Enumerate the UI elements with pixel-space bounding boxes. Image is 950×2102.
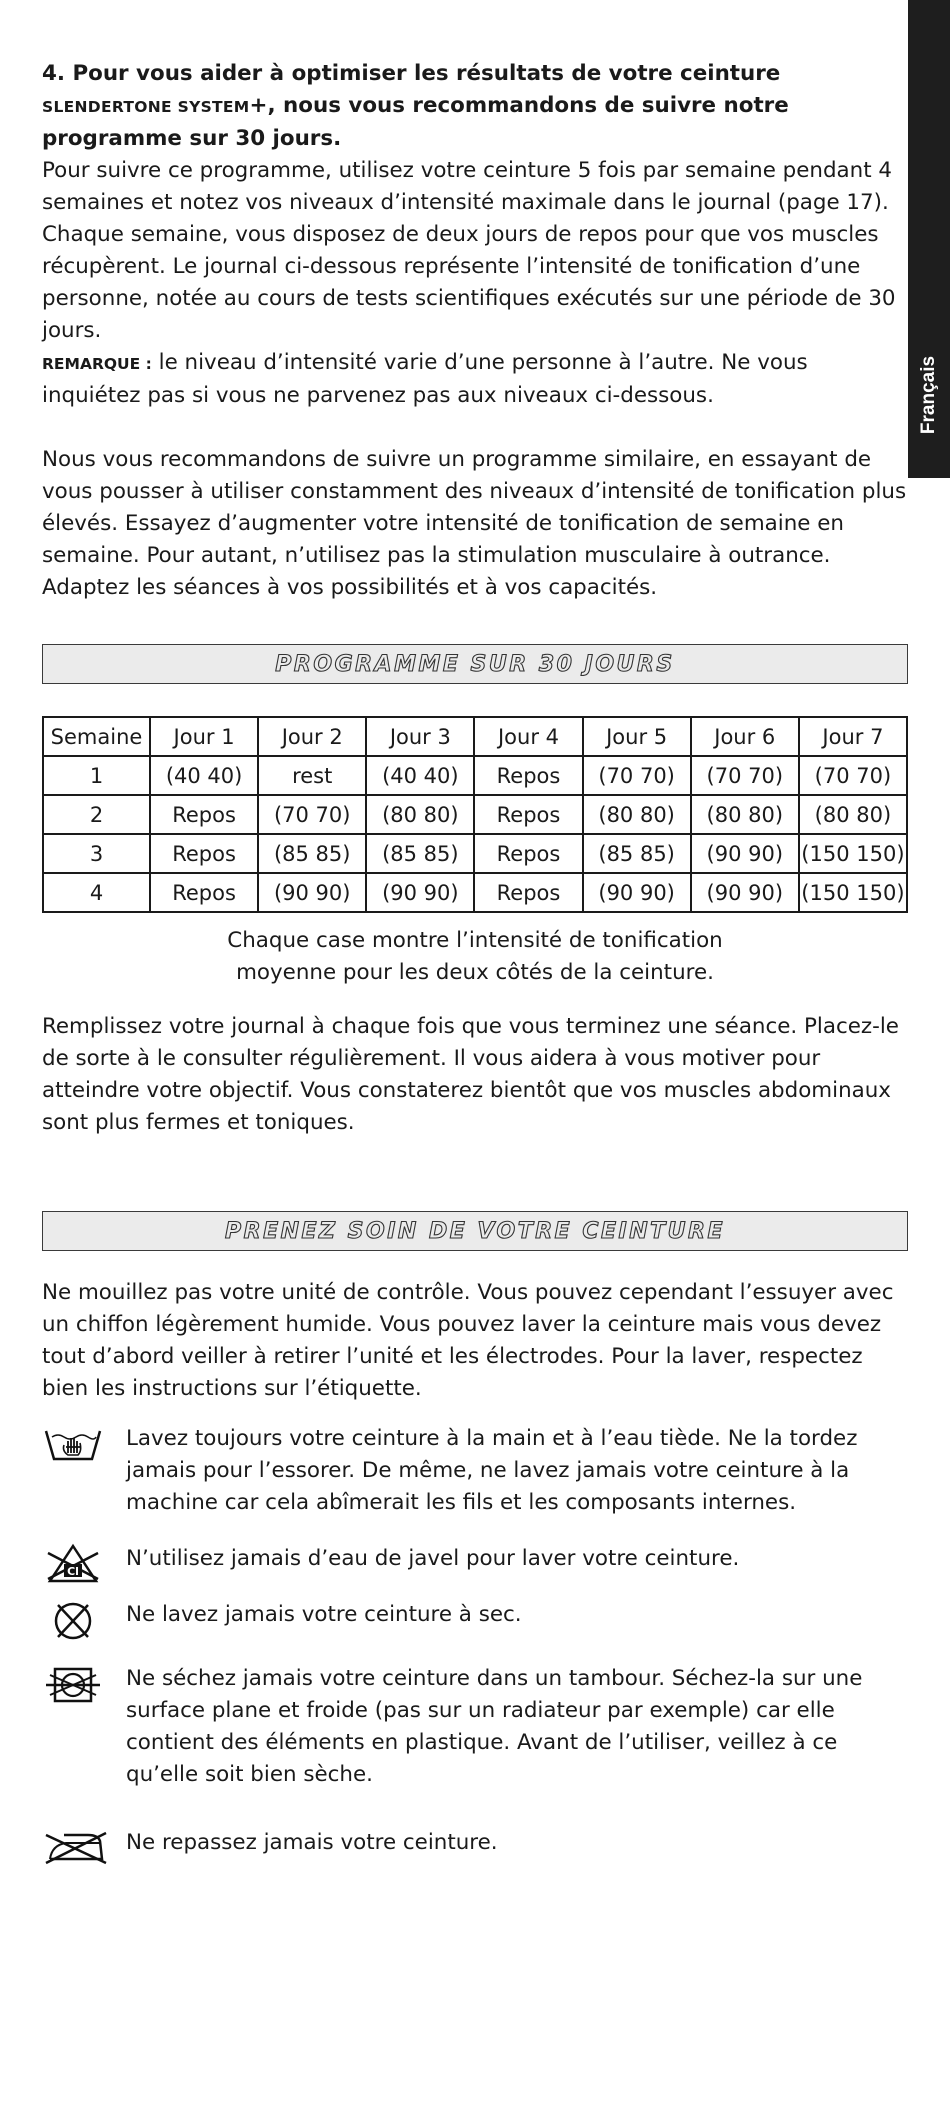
table-cell: 4: [43, 873, 150, 912]
care-text: Ne lavez jamais votre ceinture à sec.: [126, 1602, 522, 1627]
table-cell: Repos: [150, 795, 258, 834]
table-caption-line-1: Chaque case montre l’intensité de tonification: [227, 928, 723, 953]
table-cell: rest: [258, 756, 366, 795]
table-cell: 2: [43, 795, 150, 834]
table-cell: (85 85): [258, 834, 366, 873]
table-cell: Repos: [474, 795, 582, 834]
table-header-cell: Jour 1: [150, 717, 258, 756]
care-text: Ne repassez jamais votre ceinture.: [126, 1830, 498, 1855]
care-title: PRENEZ SOIN DE VOTRE CEINTURE: [225, 1218, 725, 1244]
table-header-cell: Jour 5: [583, 717, 691, 756]
table-row: [43, 795, 907, 834]
table-cell: (80 80): [583, 795, 691, 834]
table-header-cell: Jour 4: [474, 717, 582, 756]
table-cell: (90 90): [366, 873, 474, 912]
table-cell: Repos: [474, 873, 582, 912]
program-section-header: [42, 644, 908, 684]
table-cell: Repos: [150, 834, 258, 873]
table-cell: (150 150): [799, 873, 907, 912]
table-cell: Repos: [150, 873, 258, 912]
table-header-cell: Jour 6: [691, 717, 799, 756]
care-text: Lavez toujours votre ceinture à la main et à l’eau tiède. Ne la tordez jamais pour l’essorer. De même, ne lavez jamais votre ceinture à la machine car cela abîmerait les fils et les composants internes.: [126, 1426, 858, 1515]
care-section-header: [42, 1211, 908, 1251]
manual-page: [42, 58, 908, 1867]
table-cell: (80 80): [799, 795, 907, 834]
care-intro-paragraph: Ne mouillez pas votre unité de contrôle. Vous pouvez cependant l’essuyer avec un chiffon légèrement humide. Vous pouvez laver la ceinture mais vous devez tout d’abord veiller à retirer l’unité et les électrodes. Pour la laver, respectez bien les instructions sur l’étiquette.: [42, 1280, 894, 1401]
intro-heading-text-2: +, nous vous recommandons de suivre notre programme sur 30 jours.: [42, 93, 789, 151]
no-tumble-dry-icon: [42, 1663, 126, 1703]
no-iron-icon: [42, 1827, 126, 1867]
table-cell: (90 90): [258, 873, 366, 912]
hand-wash-icon: [42, 1423, 126, 1463]
table-header-cell: Jour 7: [799, 717, 907, 756]
remark-label: REMARQUE :: [42, 355, 152, 373]
table-row: [43, 756, 907, 795]
brand-name: SLENDERTONE SYSTEM: [42, 98, 250, 116]
table-cell: (150 150): [799, 834, 907, 873]
table-cell: (80 80): [691, 795, 799, 834]
care-item-no-dry-clean: [42, 1599, 908, 1639]
table-cell: 1: [43, 756, 150, 795]
no-bleach-icon: [42, 1543, 126, 1583]
table-cell: (70 70): [691, 756, 799, 795]
remark-paragraph: [42, 347, 908, 412]
table-cell: (90 90): [691, 873, 799, 912]
no-dry-clean-icon: [42, 1599, 126, 1639]
care-item-no-tumble-dry: [42, 1663, 908, 1791]
table-header-cell: Semaine: [43, 717, 150, 756]
program-title: PROGRAMME SUR 30 JOURS: [275, 651, 675, 677]
bleach-icon-label: Cl: [67, 1565, 79, 1578]
table-cell: (85 85): [366, 834, 474, 873]
table-cell: (70 70): [583, 756, 691, 795]
program-table: [42, 716, 908, 913]
recommendation-paragraph: Nous vous recommandons de suivre un programme similaire, en essayant de vous pousser à utiliser constamment des niveaux d’intensité de tonification plus élevés. Essayez d’augmenter votre intensité de tonification de semaine en semaine. Pour autant, n’utilisez pas la stimulation musculaire à outrance. Adaptez les séances à vos possibilités et à vos capacités.: [42, 447, 907, 600]
table-cell: (90 90): [691, 834, 799, 873]
table-cell: (70 70): [799, 756, 907, 795]
table-header-cell: Jour 2: [258, 717, 366, 756]
table-cell: (40 40): [150, 756, 258, 795]
table-caption-line-2: moyenne pour les deux côtés de la ceinture.: [236, 960, 714, 985]
remark-text: le niveau d’intensité varie d’une personne à l’autre. Ne vous inquiétez pas si vous ne parvenez pas aux niveaux ci-dessous.: [42, 350, 808, 408]
table-cell: (90 90): [583, 873, 691, 912]
language-side-tab: [908, 0, 950, 478]
table-row: [43, 834, 907, 873]
table-cell: (70 70): [258, 795, 366, 834]
table-cell: Repos: [474, 834, 582, 873]
table-header-cell: Jour 3: [366, 717, 474, 756]
care-item-no-iron: [42, 1827, 908, 1867]
table-cell: Repos: [474, 756, 582, 795]
program-intro-heading: [42, 58, 908, 155]
care-item-hand-wash: [42, 1423, 908, 1519]
care-item-no-bleach: [42, 1543, 908, 1583]
table-header-row: [43, 717, 907, 756]
program-intro-body: Pour suivre ce programme, utilisez votre ceinture 5 fois par semaine pendant 4 semaines et notez vos niveaux d’intensité maximale dans le journal (page 17). Chaque semaine, vous disposez de deux jours de repos pour que vos muscles récupèrent. Le journal ci-dessous représente l’intensité de tonification d’une personne, notée au cours de tests scientifiques exécutés sur une période de 30 jours.: [42, 158, 896, 343]
table-cell: 3: [43, 834, 150, 873]
language-label: Français: [918, 355, 939, 435]
table-cell: (80 80): [366, 795, 474, 834]
table-row: [43, 873, 907, 912]
table-cell: (40 40): [366, 756, 474, 795]
table-cell: (85 85): [583, 834, 691, 873]
care-text: N’utilisez jamais d’eau de javel pour laver votre ceinture.: [126, 1546, 740, 1571]
journal-paragraph: Remplissez votre journal à chaque fois que vous terminez une séance. Placez-le de sorte à le consulter régulièrement. Il vous aidera à vous motiver pour atteindre votre objectif. Vous constaterez bientôt que vos muscles abdominaux sont plus fermes et toniques.: [42, 1014, 899, 1135]
intro-heading-text: 4. Pour vous aider à optimiser les résultats de votre ceinture: [42, 61, 781, 86]
care-text: Ne séchez jamais votre ceinture dans un tambour. Séchez-la sur une surface plane et froide (pas sur un radiateur par exemple) car elle contient des éléments en plastique. Avant de l’utiliser, veillez à ce qu’elle soit bien sèche.: [126, 1666, 863, 1787]
